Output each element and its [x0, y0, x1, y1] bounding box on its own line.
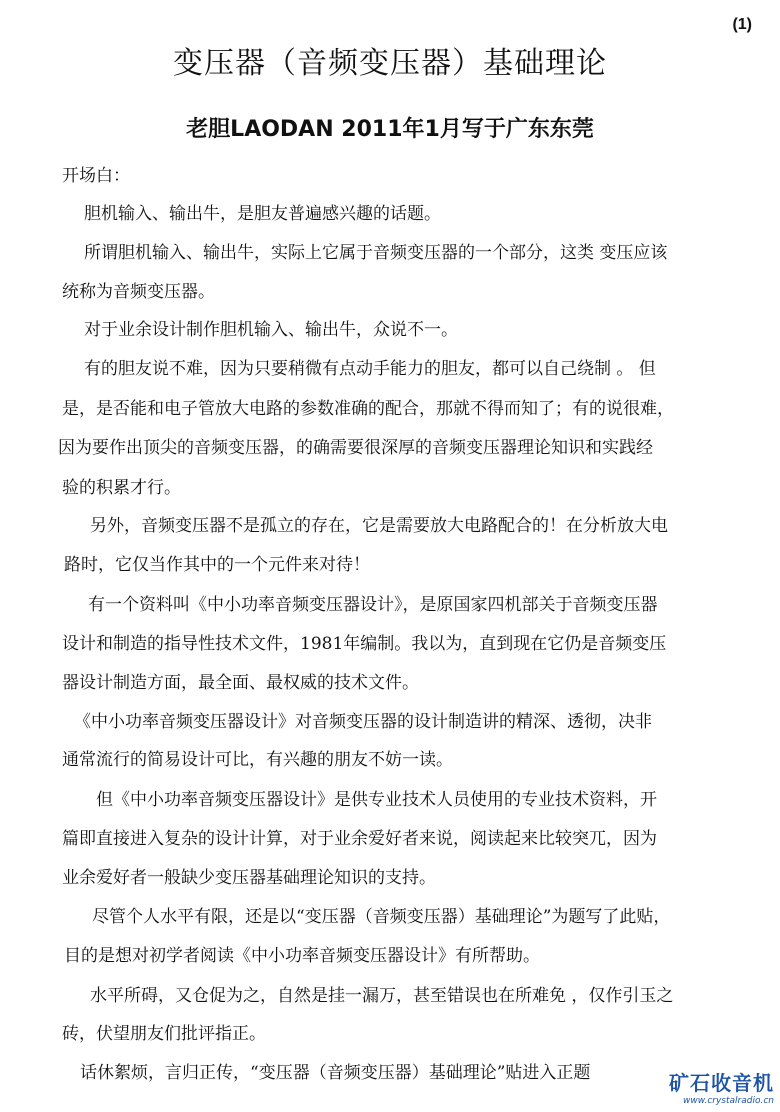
document-title: 变压器（音频变压器）基础理论 [173, 46, 607, 81]
text-line: 路时，它仅当作其中的一个元件来对待！ [64, 555, 370, 575]
watermark-name: 矿石收音机 [669, 1071, 774, 1095]
author-line: 老胆LAODAN 2011年1月写于广东东莞 [186, 117, 594, 142]
site-watermark [669, 1067, 774, 1106]
text-line: 设计和制造的指导性技术文件，1981年编制。我以为，直到现在它仍是音频变压 [62, 634, 667, 654]
text-line: 另外，音频变压器不是孤立的存在，它是需要放大电路配合的！在分析放大电 [90, 516, 668, 536]
text-line: 是，是否能和电子管放大电路的参数准确的配合，那就不得而知了；有的说很难， [62, 399, 674, 419]
text-line: 《中小功率音频变压器设计》对音频变压器的设计制造讲的精深、透彻，决非 [74, 712, 652, 732]
text-line: 开场白： [62, 166, 130, 186]
text-line: 目的是想对初学者阅读《中小功率音频变压器设计》有所帮助。 [64, 946, 540, 966]
text-line: 所谓胆机输入、输出牛，实际上它属于音频变压器的一个部分，这类 变压应该 [84, 243, 668, 263]
text-line: 统称为音频变压器。 [62, 282, 215, 302]
text-line: 器设计制造方面，最全面、最权威的技术文件。 [62, 673, 419, 693]
text-line: 通常流行的简易设计可比，有兴趣的朋友不妨一读。 [62, 750, 453, 770]
text-line: 有一个资料叫《中小功率音频变压器设计》，是原国家四机部关于音频变压器 [88, 595, 658, 615]
page-number: (1) [732, 16, 752, 33]
text-line: 水平所碍，又仓促为之，自然是挂一漏万，甚至错误也在所难免 ，仅作引玉之 [90, 986, 674, 1006]
text-line: 但《中小功率音频变压器设计》是供专业技术人员使用的专业技术资料，开 [96, 790, 657, 810]
text-line: 胆机输入、输出牛，是胆友普遍感兴趣的话题。 [84, 204, 441, 224]
text-line: 验的积累才行。 [62, 478, 181, 498]
watermark-url: www.crystalradio.cn [682, 1096, 774, 1106]
text-line: 尽管个人水平有限，还是以“变压器（音频变压器）基础理论”为题写了此贴， [92, 907, 671, 927]
text-line: 业余爱好者一般缺少变压器基础理论知识的支持。 [62, 868, 436, 888]
text-line: 因为要作出顶尖的音频变压器，的确需要很深厚的音频变压器理论知识和实践经 [58, 438, 653, 458]
text-line: 对于业余设计制作胆机输入、输出牛，众说不一。 [84, 320, 458, 340]
text-line: 砖，伏望朋友们批评指正。 [62, 1024, 266, 1044]
text-line: 篇即直接进入复杂的设计计算，对于业余爱好者来说，阅读起来比较突兀，因为 [62, 829, 657, 849]
text-line: 有的胆友说不难，因为只要稍微有点动手能力的胆友，都可以自己绕制 。 但 [84, 359, 656, 379]
text-line: 话休絮烦，言归正传，“变压器（音频变压器）基础理论”贴进入正题 [80, 1063, 591, 1083]
